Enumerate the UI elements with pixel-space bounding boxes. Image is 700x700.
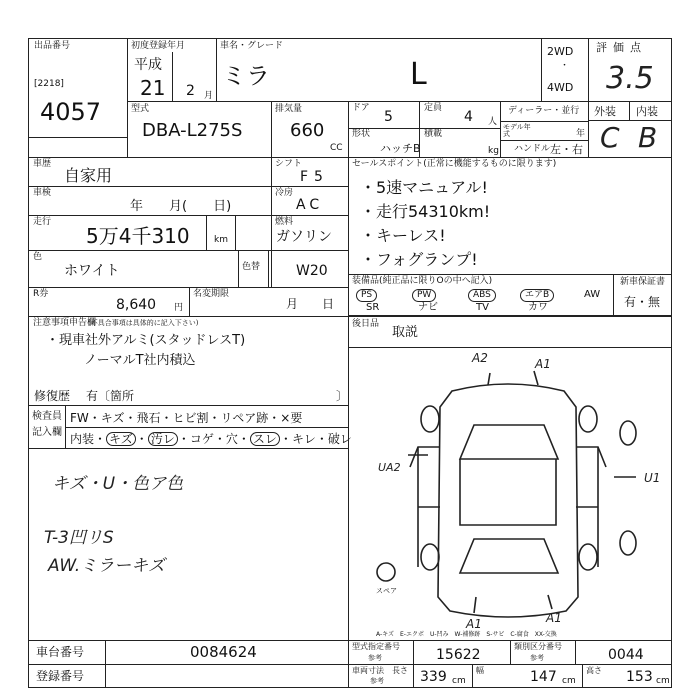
- equip-airbag: エアB: [520, 289, 554, 302]
- sales-point-1: ・5速マニュアル!: [360, 178, 488, 197]
- grade: L: [410, 57, 427, 92]
- exterior-label: 外装: [594, 105, 616, 118]
- exterior-grade: C: [600, 121, 620, 154]
- after-label: 後日品: [352, 319, 380, 329]
- first-reg-label: 初度登録年月: [131, 41, 186, 51]
- notes-sub: (不具合事項は具体的に記入下さい): [88, 319, 199, 327]
- month-unit: 月: [204, 91, 214, 101]
- width-cm: cm: [562, 676, 576, 686]
- interior-stain: 汚レ: [148, 432, 178, 446]
- era: 平成: [134, 57, 162, 73]
- color: ホワイト: [64, 263, 120, 279]
- repair: 有〔箇所: [86, 389, 135, 403]
- length-sub: 参考: [370, 677, 384, 685]
- equip-sr: SR: [366, 302, 380, 313]
- repair-label: 修復歴: [34, 389, 71, 403]
- drive-4wd: 4WD: [547, 81, 574, 94]
- note-line-1: ・現車社外アルミ(スタッドレスT): [46, 333, 246, 348]
- equip-abs: ABS: [468, 289, 496, 302]
- reg-year: 21: [140, 76, 166, 100]
- inspection-label: 車検: [33, 188, 52, 198]
- shape-label: 形状: [352, 129, 371, 139]
- hand-note-1: キズ・U・色ア色: [52, 474, 184, 494]
- equipment-label: 装備品(純正品に限りOの中へ記入): [352, 276, 493, 286]
- width: 147: [530, 669, 557, 685]
- inspector-label-2: 記入欄: [32, 427, 62, 438]
- equip-pw: PW: [412, 289, 436, 302]
- displacement: 660: [290, 120, 325, 141]
- interior-scuff: スレ: [250, 432, 280, 446]
- year-unit: 年: [576, 129, 586, 139]
- mark-rear-left: A1: [466, 617, 482, 631]
- chassis-label: 車台番号: [36, 645, 85, 659]
- interior-cut: キレ: [291, 432, 316, 446]
- drive-2wd: 2WD: [547, 45, 574, 58]
- interior-scratch: キズ: [106, 432, 136, 446]
- km-unit: km: [214, 235, 228, 245]
- model: DBA-L275S: [142, 120, 243, 141]
- note-line-2: ノーマルT社内積込: [84, 353, 196, 368]
- score: 3.5: [606, 61, 654, 96]
- capacity-label: 定員: [424, 103, 443, 113]
- type-no: 15622: [436, 647, 481, 663]
- lot-label: 出品番号: [34, 41, 71, 51]
- mark-rear-right: A1: [546, 611, 562, 625]
- class-no: 0044: [608, 647, 644, 663]
- load-label: 積載: [424, 129, 443, 139]
- door-label: ドア: [352, 103, 370, 113]
- mark-left-side: UA2: [378, 461, 401, 474]
- dealer-label: ディーラー・並行: [508, 106, 580, 116]
- doors: 5: [384, 109, 393, 125]
- sales-point-4: ・フォグランプ!: [360, 250, 478, 269]
- yen-unit: 円: [174, 303, 184, 313]
- length-label: 車両寸法: [352, 666, 384, 675]
- recycle-label: R券: [33, 289, 49, 299]
- shift-label: シフト: [275, 159, 303, 169]
- interior-grade: B: [638, 121, 658, 154]
- inspection: 年 月( 日): [130, 199, 232, 214]
- repair-end: 〕: [336, 389, 349, 403]
- interior-hole: 穴: [225, 432, 238, 446]
- color-label: 色: [33, 252, 43, 262]
- sales-label: セールスポイント(正常に機能するものに限ります): [352, 159, 557, 169]
- cc-unit: CC: [330, 143, 343, 153]
- equip-tv: TV: [476, 302, 489, 313]
- interior-burn: コゲ: [189, 432, 214, 446]
- interior-tear: 破レ: [327, 432, 352, 446]
- lot-sub: [2218]: [34, 79, 64, 89]
- height: 153: [626, 669, 653, 685]
- ac: AC: [296, 197, 324, 213]
- model-year-label: モデル年式: [503, 123, 531, 138]
- color-change-label: 色替: [242, 262, 261, 272]
- person-unit: 人: [488, 117, 498, 127]
- shift: F5: [300, 169, 329, 185]
- inspector-row-2: 内装・ キズ ・ 汚レ ・コゲ・穴・ スレ ・キレ・破レ: [70, 432, 352, 446]
- mileage-label: 走行: [33, 217, 52, 227]
- model-label: 型式: [131, 104, 150, 114]
- fuel: ガソリン: [276, 229, 332, 245]
- hand-note-3: AW.ミラーキズ: [48, 556, 165, 576]
- mileage: 5万4千310: [86, 224, 190, 248]
- reg-label: 登録番号: [36, 669, 85, 683]
- equip-navi: ナビ: [418, 302, 438, 313]
- handle: 左・右: [550, 143, 583, 156]
- spare-label: スペア: [376, 587, 397, 595]
- equip-leather: カワ: [528, 302, 548, 313]
- fuel-label: 燃料: [275, 217, 294, 227]
- kg-unit: kg: [488, 146, 499, 156]
- sales-point-2: ・走行54310km!: [360, 202, 491, 221]
- height-cm: cm: [656, 676, 670, 686]
- score-label: 評価点: [596, 41, 647, 54]
- mark-front-right: A1: [535, 357, 551, 371]
- lot-number: 4057: [40, 98, 102, 126]
- length-cm: cm: [452, 676, 466, 686]
- ac-label: 冷房: [275, 188, 294, 198]
- hand-note-2: T-3凹リS: [44, 528, 114, 548]
- equip-ps: PS: [356, 289, 377, 302]
- name-label: 車名・グレード: [220, 41, 284, 51]
- length-head: 長さ: [392, 666, 408, 675]
- diagram-legend: A-キズ E-エクボ U-凹み W-補修跡 S-サビ C-腐食 XX-交換: [376, 631, 557, 638]
- car-diagram: [348, 347, 672, 641]
- type-no-label: 型式指定番号: [352, 642, 400, 651]
- displacement-label: 排気量: [275, 104, 303, 114]
- transfer-label: 名変期限: [193, 289, 230, 299]
- shape: ハッチB: [380, 142, 421, 155]
- recycle: 8,640: [116, 297, 157, 313]
- drive-dot: ・: [560, 61, 570, 71]
- transfer: 月 日: [286, 297, 335, 311]
- warranty-label: 新車保証書: [620, 277, 666, 287]
- capacity: 4: [464, 109, 473, 125]
- color-code: W20: [296, 263, 328, 279]
- history-label: 車歴: [33, 159, 52, 169]
- height-label: 高さ: [586, 666, 602, 675]
- handle-label: ハンドル: [514, 144, 551, 154]
- after-value: 取説: [392, 325, 419, 340]
- warranty: 有・無: [624, 295, 661, 309]
- class-no-label: 類別区分番号: [514, 642, 562, 651]
- chassis-number: 0084624: [190, 643, 257, 661]
- interior-label: 内装: [636, 105, 658, 118]
- width-label: 幅: [476, 666, 484, 675]
- type-no-sub: 参考: [368, 654, 382, 662]
- length: 339: [420, 669, 447, 685]
- equip-aw: AW: [584, 289, 601, 300]
- car-name: ミラ: [222, 62, 270, 90]
- notes-label: 注意事項申告欄: [33, 318, 97, 328]
- interior-prefix: 内装: [70, 432, 95, 446]
- inspector-label-1: 検査員: [32, 411, 62, 422]
- reg-month: 2: [186, 83, 195, 99]
- recycle-box: [28, 287, 190, 317]
- mark-front-left: A2: [472, 351, 488, 365]
- inspector-row-1: FW・キズ・飛石・ヒビ割・リペア跡・×要: [70, 411, 303, 425]
- class-no-sub: 参考: [530, 654, 544, 662]
- sales-point-3: ・キーレス!: [360, 226, 446, 245]
- mark-right-side: U1: [644, 471, 661, 485]
- history: 自家用: [64, 166, 113, 185]
